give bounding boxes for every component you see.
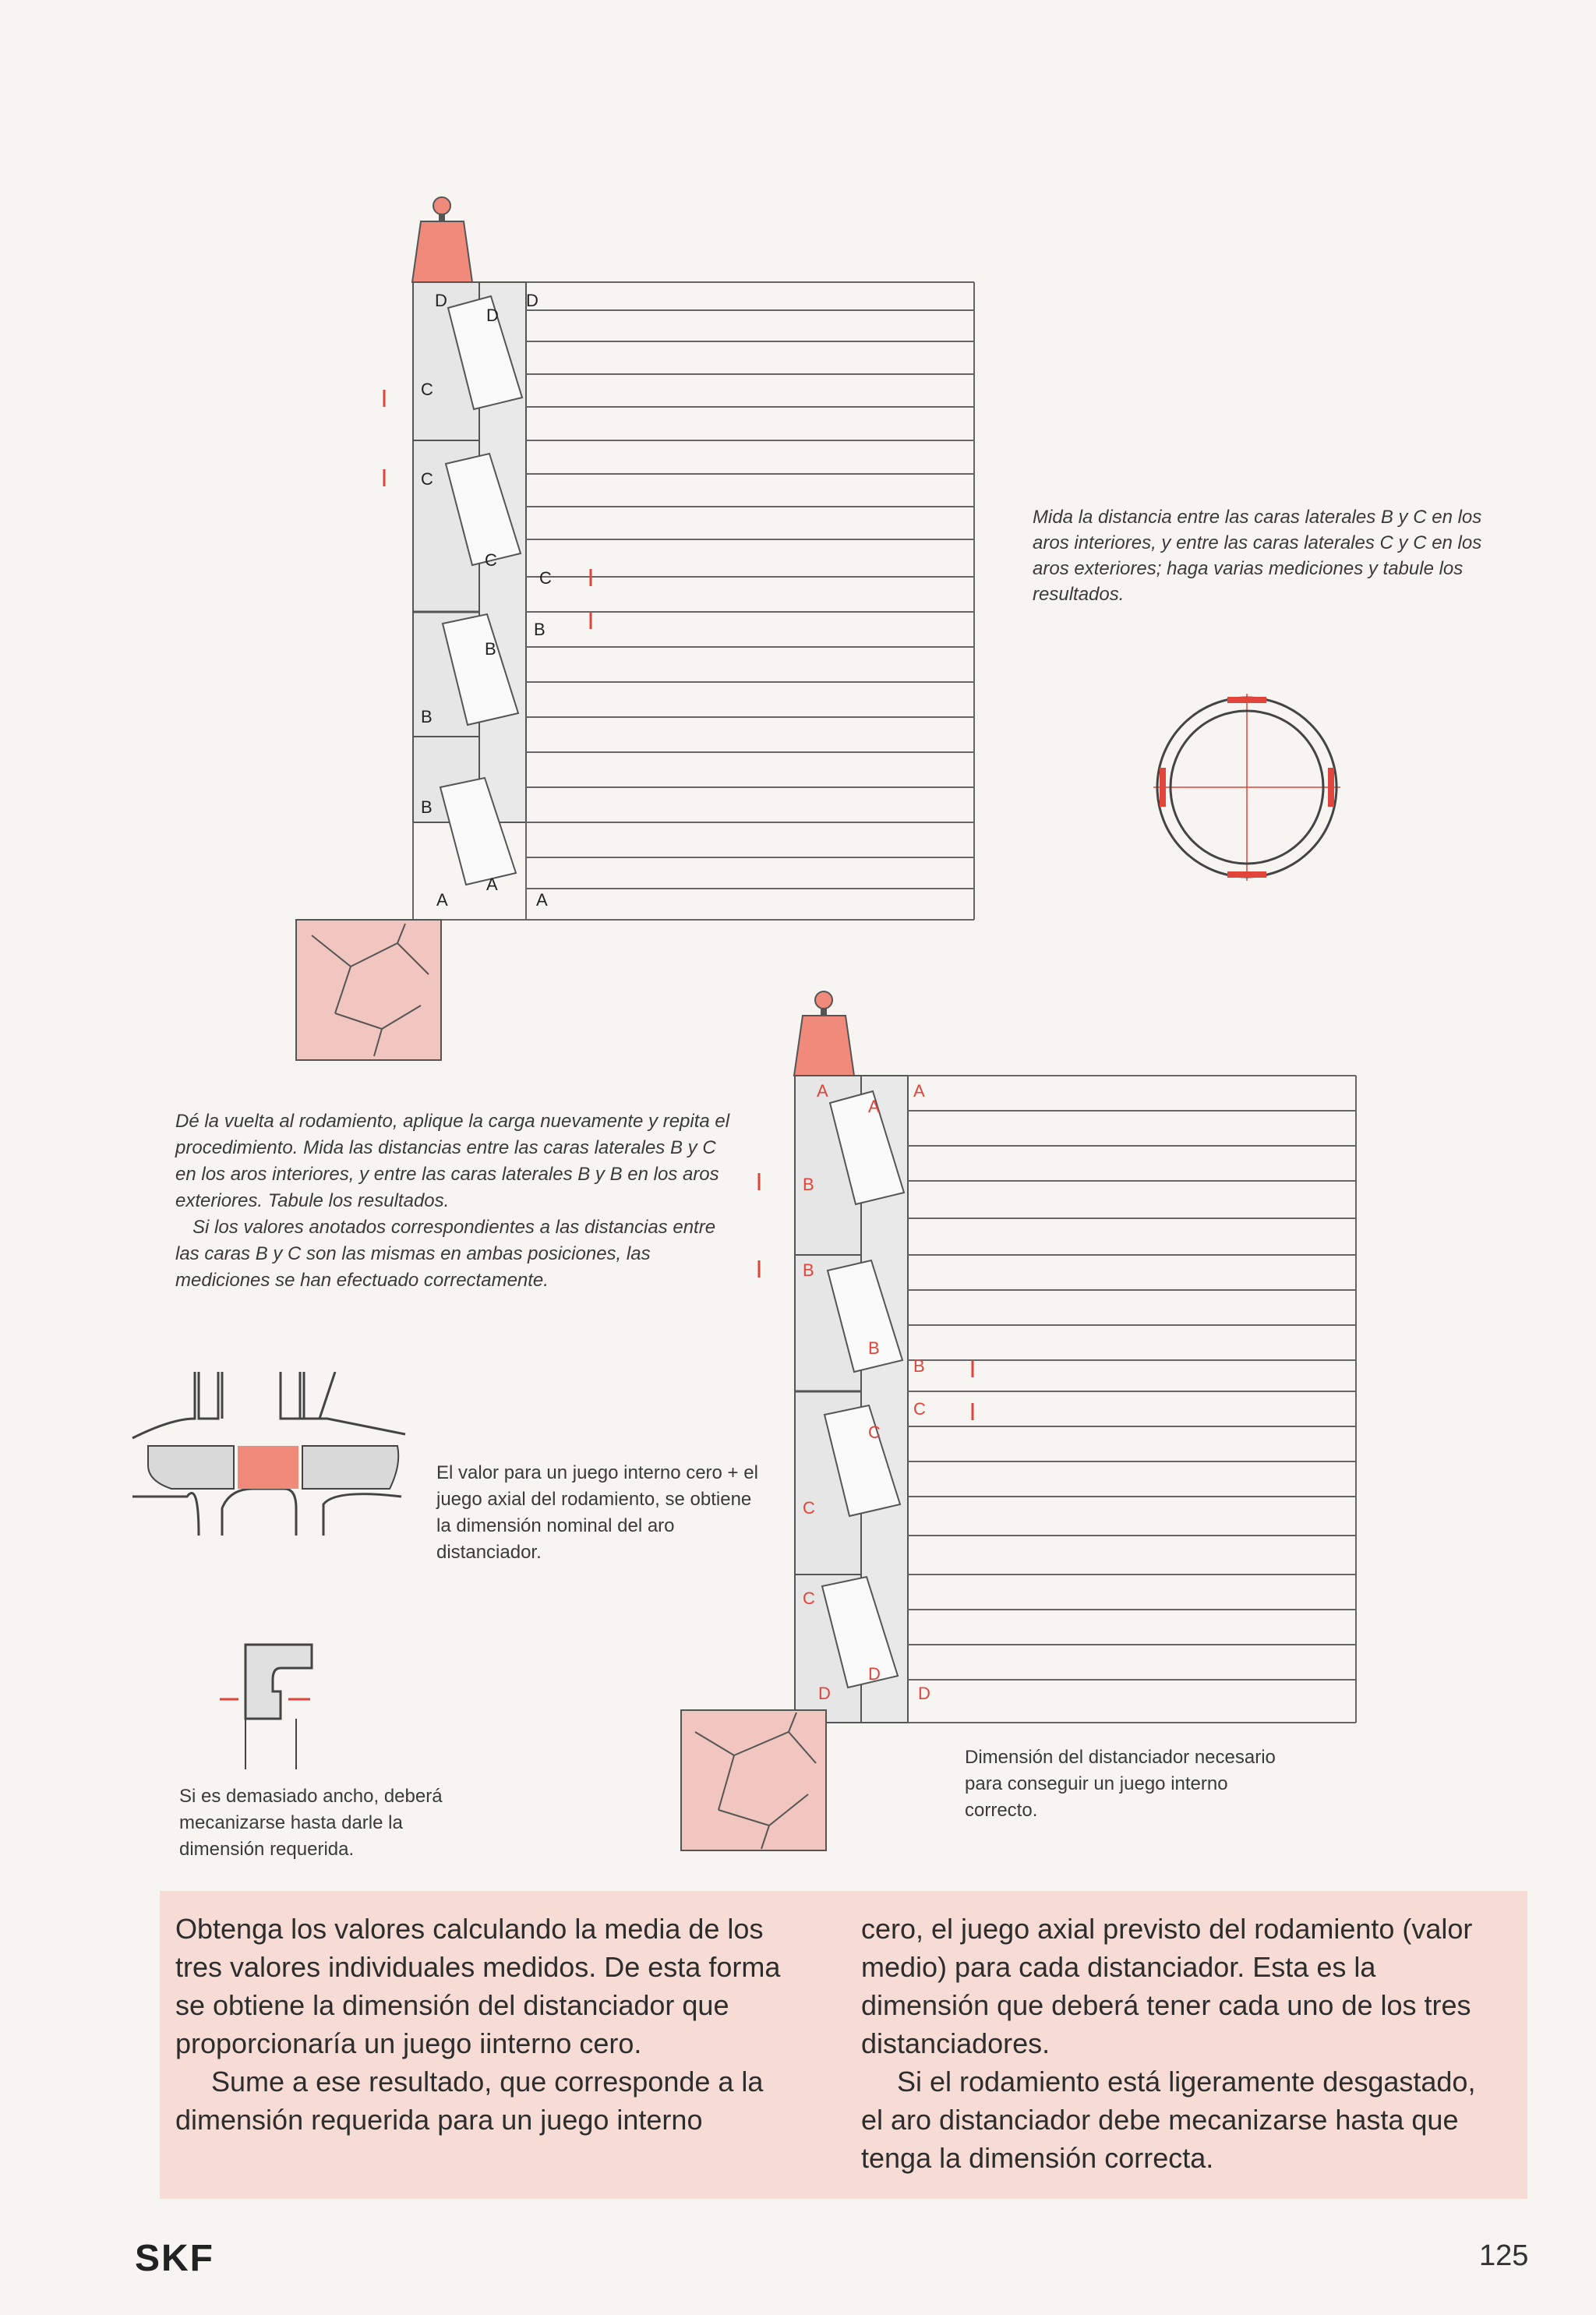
svg-text:C: C <box>485 550 497 570</box>
svg-text:A: A <box>817 1081 828 1101</box>
weight-icon <box>794 991 854 1076</box>
svg-text:C: C <box>421 469 433 489</box>
wide-caption-text: Si es demasiado ancho, deberá mecanizarse hasta darle la dimensión requerida. <box>179 1786 443 1860</box>
skf-logo: SKF <box>135 2238 214 2279</box>
measure-caption <box>1033 504 1500 607</box>
body-left-column <box>175 1910 799 2139</box>
turn-caption-p2: Si los valores anotados correspondientes a las distancias entre las caras B y C son las mismas en ambas posiciones, las mediciones se han efectuado correctamente. <box>175 1217 716 1291</box>
top-bearing-diagram <box>288 187 990 1068</box>
wide-caption <box>179 1783 452 1863</box>
svg-text:C: C <box>868 1423 881 1442</box>
spacer-dim-caption <box>965 1744 1300 1824</box>
page-number: 125 <box>1479 2239 1529 2272</box>
spacer-dim-caption-text: Dimensión del distanciador necesario para conseguir un juego interno correcto. <box>965 1747 1276 1821</box>
spacer-cross-section <box>125 1372 413 1559</box>
value-caption-text: El valor para un juego interno cero + el juego axial del rodamiento, se obtiene la dimensión nominal del aro distanciador. <box>436 1462 758 1563</box>
body-left-p1: Obtenga los valores calculando la media de los tres valores individuales medidos. De esta forma se obtiene la dimensión del distanciador que proporcionaría un juego iinterno cero. <box>175 1913 781 2059</box>
svg-text:B: B <box>421 707 433 726</box>
svg-text:C: C <box>539 568 552 588</box>
svg-text:D: D <box>868 1664 881 1684</box>
body-right-column <box>861 1910 1500 2177</box>
svg-text:C: C <box>421 380 433 399</box>
svg-text:C: C <box>913 1399 926 1419</box>
svg-text:A: A <box>913 1081 925 1101</box>
svg-text:B: B <box>534 620 546 639</box>
svg-text:D: D <box>486 306 499 325</box>
svg-text:B: B <box>913 1356 925 1376</box>
svg-text:B: B <box>803 1175 814 1194</box>
svg-text:B: B <box>803 1260 814 1280</box>
svg-text:D: D <box>818 1684 831 1703</box>
spacer-profile-icon <box>210 1637 327 1777</box>
shaft-lines <box>908 1076 1356 1723</box>
body-left-p2: Sume a ese resultado, que corresponde a la dimensión requerida para un juego interno <box>175 2066 764 2136</box>
svg-text:B: B <box>485 639 496 659</box>
turn-caption <box>175 1108 736 1294</box>
svg-text:D: D <box>435 291 447 310</box>
svg-text:D: D <box>526 291 538 310</box>
svg-text:D: D <box>918 1684 930 1703</box>
body-right-p1: cero, el juego axial previsto del rodamiento (valor medio) para cada distanciador. Esta es la dimensión que deberá tener cada uno de los tres distanciadores. <box>861 1913 1473 2059</box>
svg-text:A: A <box>868 1097 880 1116</box>
support-block-bottom <box>680 1709 828 1853</box>
svg-text:C: C <box>803 1589 815 1608</box>
svg-text:C: C <box>803 1498 815 1518</box>
svg-text:A: A <box>536 890 548 910</box>
value-caption <box>436 1460 764 1566</box>
support-block <box>296 920 441 1060</box>
turn-caption-p1: Dé la vuelta al rodamiento, aplique la carga nuevamente y repita el procedimiento. Mida las distancias entre las caras laterales B y C en los aros interiores, y entre las caras laterales B y B en los aros exteriores. Tabule los resultados. <box>175 1111 730 1211</box>
weight-icon <box>412 197 472 282</box>
svg-text:A: A <box>436 890 448 910</box>
svg-text:B: B <box>421 797 433 817</box>
measure-caption-text: Mida la distancia entre las caras laterales B y C en los aros interiores, y entre las caras laterales C y C en los aros exteriores; haga varias mediciones y tabule los resultados. <box>1033 507 1482 605</box>
svg-text:B: B <box>868 1338 880 1358</box>
ring-measurement-icon <box>1146 686 1348 889</box>
body-right-p2: Si el rodamiento está ligeramente desgastado, el aro distanciador debe mecanizarse hasta que tenga la dimensión correcta. <box>861 2066 1476 2174</box>
svg-text:A: A <box>486 875 498 894</box>
